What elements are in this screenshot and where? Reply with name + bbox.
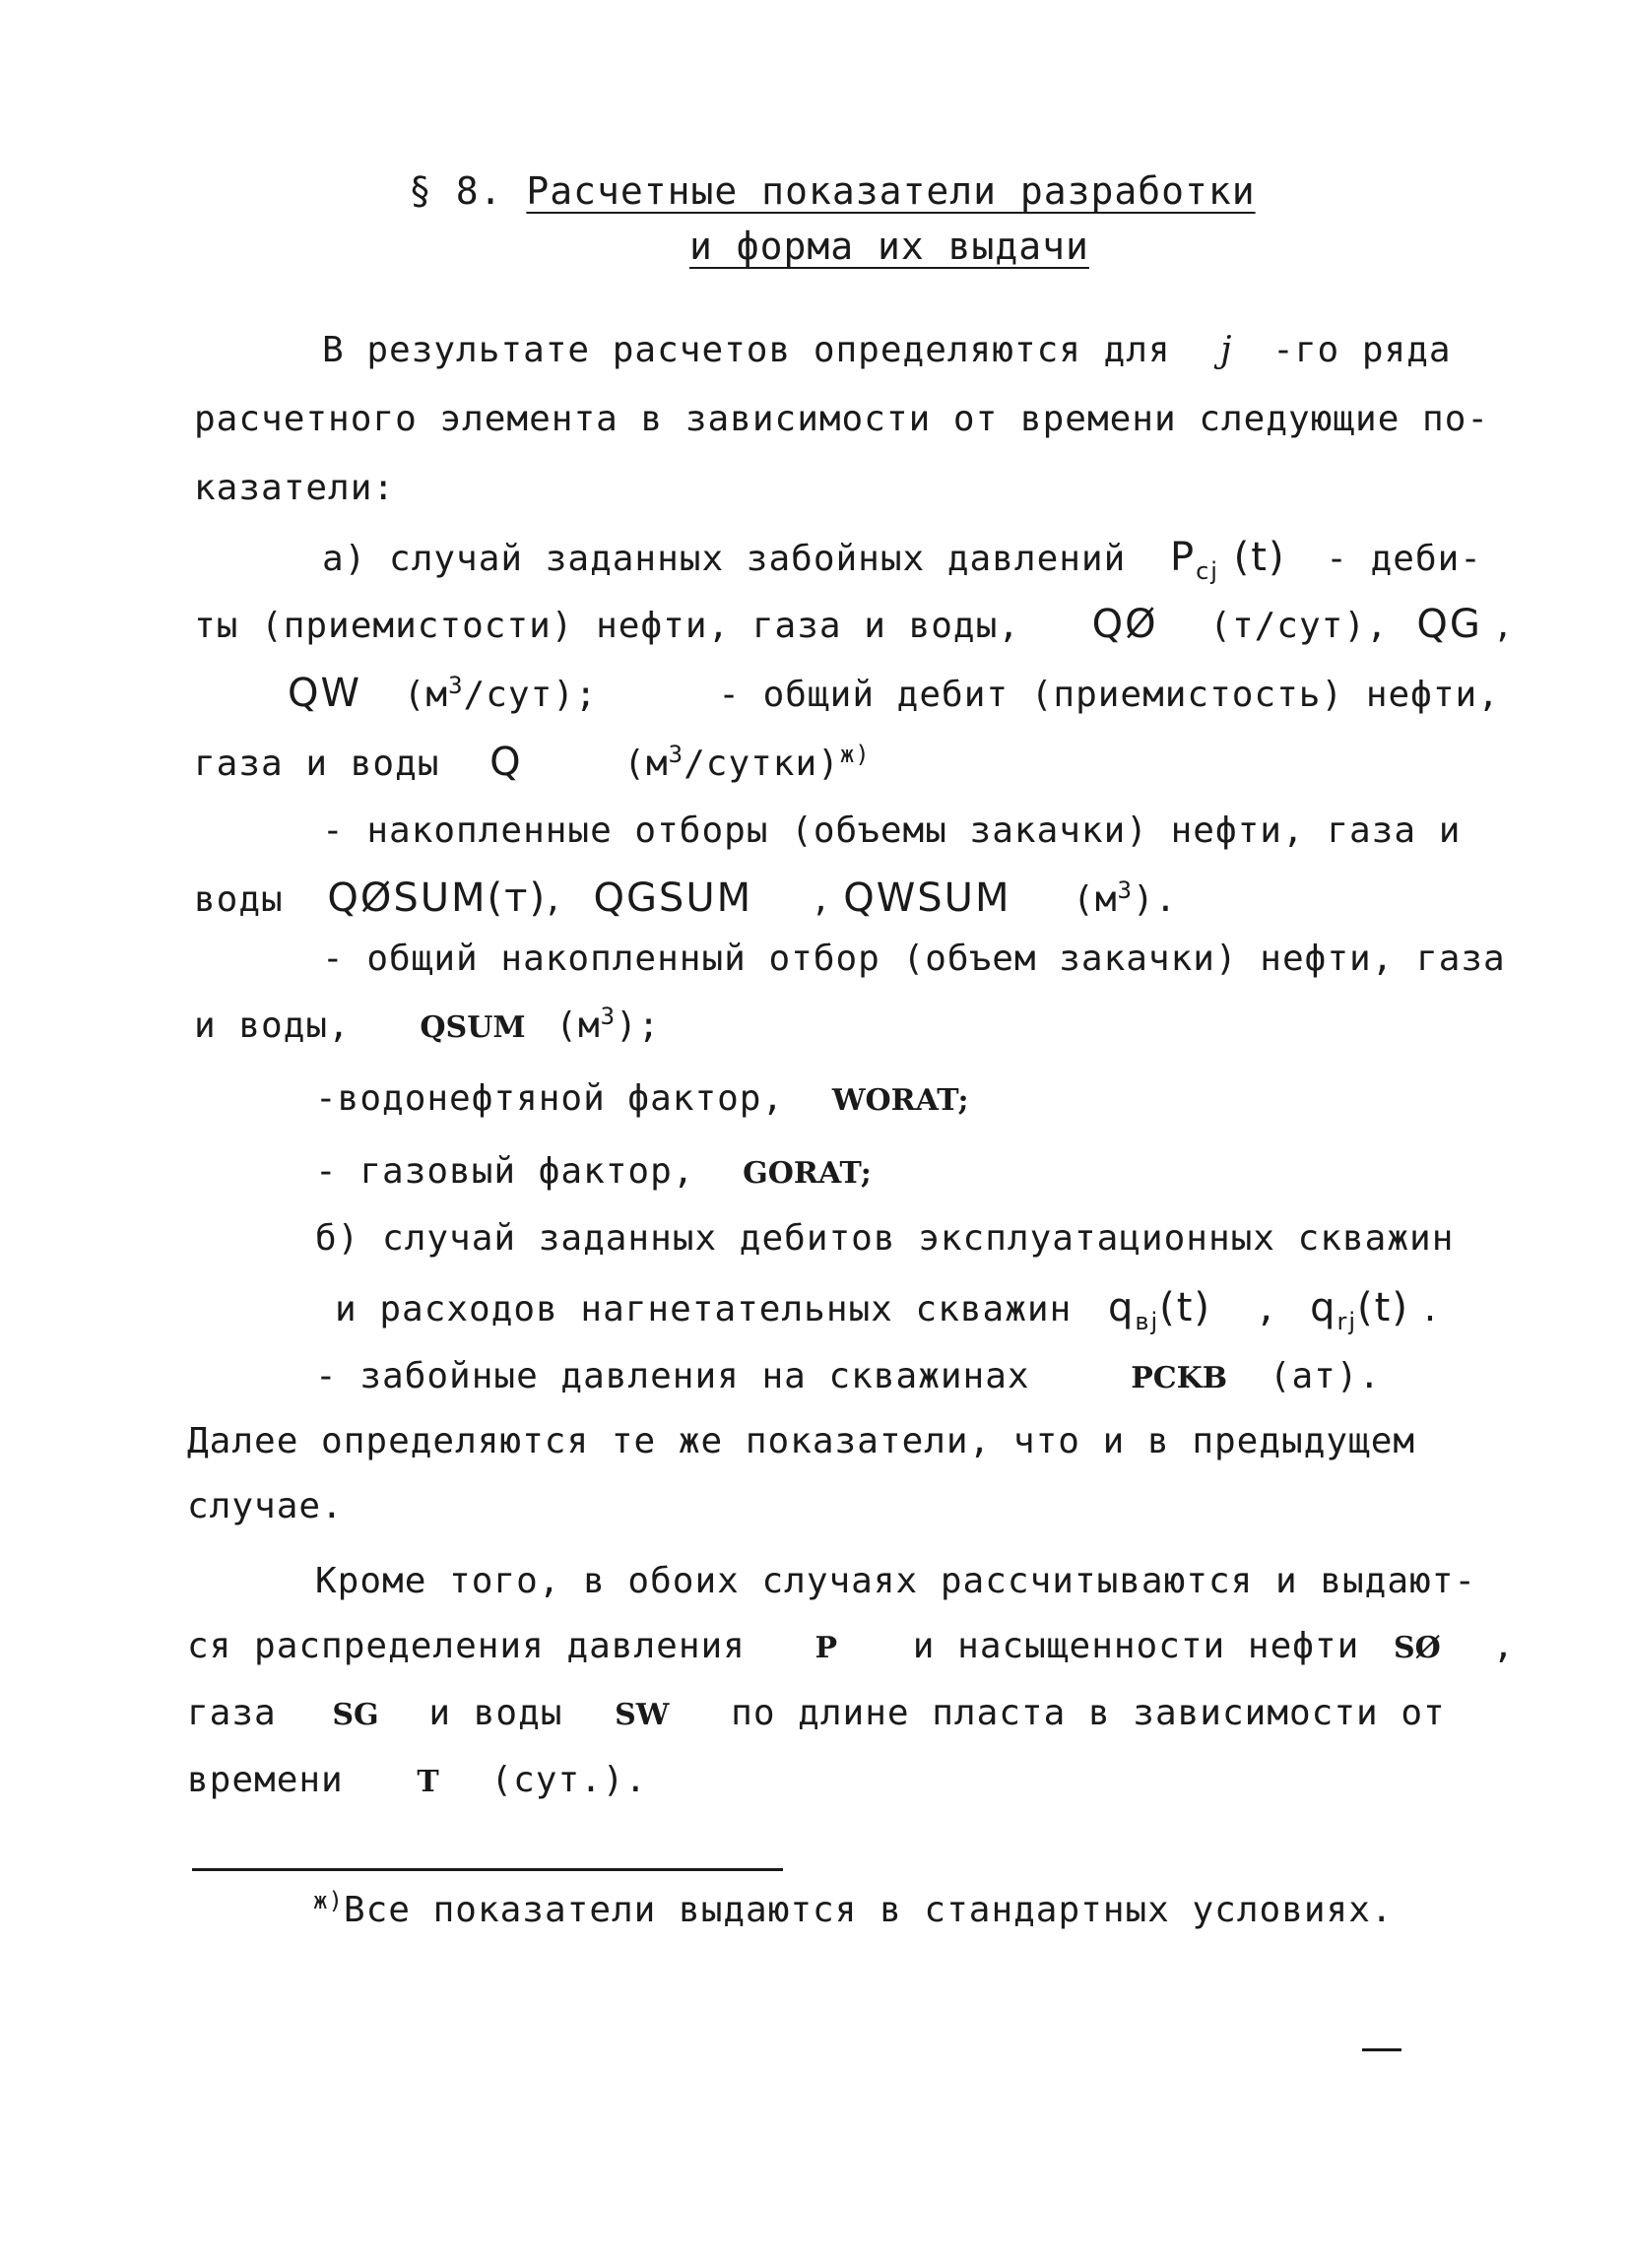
section-title-line1: Расчетные показатели разработки xyxy=(526,169,1256,213)
case-b-line1: б) случай заданных дебитов эксплуатационных скважин xyxy=(315,1218,1455,1259)
q-sum-symbol: QSUM xyxy=(420,1010,526,1045)
case-b-text: - забойные давления на скважинах xyxy=(315,1356,1030,1396)
p-code: P xyxy=(814,1631,838,1665)
case-a-line4 xyxy=(194,741,871,786)
intro-line3: казатели: xyxy=(194,468,396,508)
sg-code: SG xyxy=(332,1698,379,1732)
case-a-line7: - общий накопленный отбор (объем закачки) нефти, газа xyxy=(322,939,1506,979)
dist-text: ся распределения давления xyxy=(187,1626,746,1666)
case-a-line9 xyxy=(315,1077,969,1123)
intro-line1 xyxy=(322,329,1452,372)
case-b-text: и расходов нагнетательных скважин xyxy=(335,1289,1073,1329)
unit-text: (ат). xyxy=(1269,1356,1382,1396)
pc-symbol: $P_{cj}$ (t) xyxy=(1169,535,1286,585)
worat-code: WORAT; xyxy=(831,1083,969,1118)
footnote-rule xyxy=(192,1868,783,1871)
dist-text: газа xyxy=(187,1693,277,1733)
qb-symbol: $q_{вj}(t)$ xyxy=(1107,1285,1212,1335)
unit-text: $(м^3/сутки)^{ж)}$ xyxy=(623,741,871,784)
case-a-text: а) случай заданных забойных давлений xyxy=(322,539,1127,579)
section-title-line2: и форма их выдачи xyxy=(689,225,1089,268)
dist-text: (сут.). xyxy=(490,1760,648,1800)
q-gas-sum-symbol: QGSUM xyxy=(593,875,753,921)
so-code: SØ xyxy=(1393,1631,1441,1665)
t-code: T xyxy=(417,1765,439,1799)
case-a-line2 xyxy=(194,603,1511,648)
dist-text: и воды xyxy=(428,1693,563,1733)
case-b-line3 xyxy=(315,1355,1381,1400)
unit-text: $(м^3/сут)$; xyxy=(403,672,598,715)
index-j: j xyxy=(1220,330,1233,370)
q-oil-symbol: QØ xyxy=(1091,602,1158,647)
dist-line3 xyxy=(187,1692,1446,1737)
case-a-text: - газовый фактор, xyxy=(315,1151,695,1192)
case-a-line1 xyxy=(322,535,1482,585)
section-heading-line1 xyxy=(409,169,1256,213)
intro-line2: расчетного элемента в зависимости от времени следующие по- xyxy=(194,399,1490,439)
dist-line4 xyxy=(187,1759,647,1804)
dist-line1: Кроме того, в обоих случаях рассчитываются и выдают- xyxy=(315,1561,1477,1601)
case-a-line3 xyxy=(288,672,1500,717)
footnote-marker: ж) xyxy=(839,741,871,768)
intro-text: В результате расчетов определяются для xyxy=(322,330,1171,370)
case-b-text: , xyxy=(1255,1289,1278,1329)
case-a-line8 xyxy=(194,1004,660,1050)
page-mark xyxy=(1362,2048,1401,2051)
footnote-mark: ж) xyxy=(313,1887,344,1914)
dist-text: и насыщенности нефти xyxy=(912,1626,1360,1666)
dist-text: , xyxy=(1492,1626,1516,1666)
footnote xyxy=(313,1889,1394,1932)
dist-line2 xyxy=(187,1625,1515,1670)
unit-text: $(м^3)$. xyxy=(1073,876,1178,920)
section-number: § 8. xyxy=(409,169,503,213)
case-a-text: ты (приемистости) нефти, газа и воды, xyxy=(194,606,1020,646)
case-a-text: -водонефтяной фактор, xyxy=(315,1078,785,1119)
q-total-symbol: Q xyxy=(489,740,523,785)
qr-symbol: $q_{rj}(t)$ . xyxy=(1310,1285,1439,1335)
intro-text: -го ряда xyxy=(1272,330,1452,370)
gorat-code: GORAT; xyxy=(743,1156,872,1191)
case-a-text: - деби- xyxy=(1326,539,1482,579)
case-b-line4: Далее определяются те же показатели, что и в предыдущем xyxy=(187,1421,1416,1461)
case-a-line6 xyxy=(194,876,1177,922)
sw-code: SW xyxy=(615,1698,670,1732)
unit-text: (т/сут), xyxy=(1209,606,1389,646)
case-a-text: газа и воды xyxy=(194,744,440,784)
unit-text: $(м^3)$; xyxy=(555,1003,661,1046)
q-gas-symbol: QG , xyxy=(1416,602,1512,647)
q-oil-sum-symbol: QØSUM(т), xyxy=(327,875,561,921)
case-a-text: и воды, xyxy=(194,1005,351,1046)
case-a-text: - общий дебит (приемистость) нефти, xyxy=(718,675,1500,715)
dist-text: по длине пласта в зависимости от xyxy=(731,1693,1446,1733)
pckb-code: PCKB xyxy=(1131,1361,1228,1395)
case-b-line2 xyxy=(335,1285,1439,1335)
q-water-sum-symbol: , QWSUM xyxy=(814,875,1011,921)
dist-text: времени xyxy=(187,1760,344,1800)
case-a-line10 xyxy=(315,1150,872,1196)
q-water-symbol: QW xyxy=(288,671,362,716)
case-a-line5: - накопленные отборы (объемы закачки) нефти, газа и xyxy=(322,810,1462,851)
footnote-text: Все показатели выдаются в стандартных условиях. xyxy=(343,1890,1394,1930)
case-a-text: воды xyxy=(194,879,284,920)
case-b-line5: случае. xyxy=(187,1486,344,1526)
section-heading-line2 xyxy=(689,225,1089,268)
